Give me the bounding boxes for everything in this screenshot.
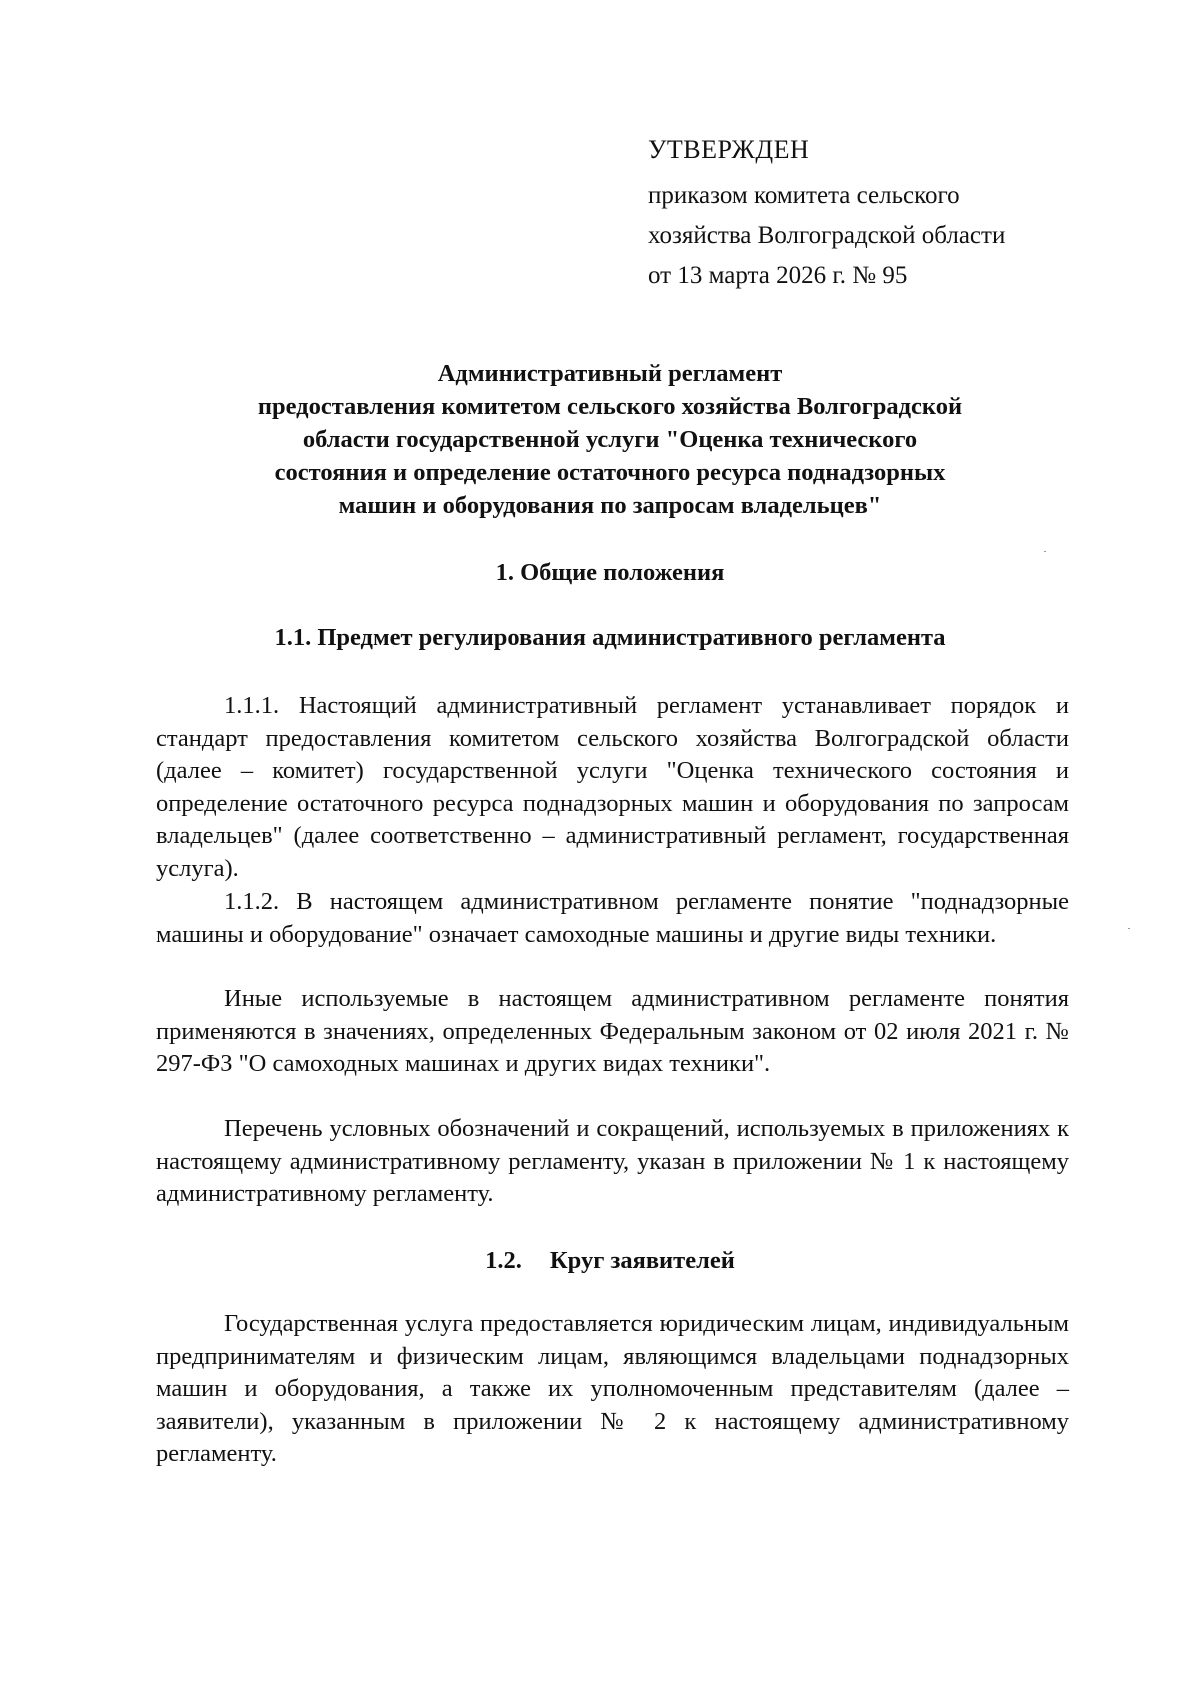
paragraph-applicants: Государственная услуга предоставляется юридическим лицам, индивидуальным предпринимателям и физическим лицам, являющимся владельцами поднадзорных машин и оборудования, а также их уполномоченным представителям (далее – заявители), указанным в приложении № 2 к настоящему административному регламенту. xyxy=(156,1310,1069,1467)
document-title-line-3: области государственной услуги "Оценка технического xyxy=(302,426,918,453)
document-title-line-1: Административный регламент xyxy=(437,360,783,387)
paragraph-1-1-2: 1.1.2. В настоящем административном регламенте понятие "поднадзорные машины и оборудование" означает самоходные машины и другие виды техники. xyxy=(156,888,1069,948)
approval-line-2: хозяйства Волгоградской области xyxy=(648,222,1006,249)
document-title-line-5: машин и оборудования по запросам владельцев" xyxy=(338,492,882,519)
subsection-heading-applicants xyxy=(160,1245,1060,1277)
approval-line-1: приказом комитета сельского xyxy=(648,182,960,209)
section-heading-general: 1. Общие положения xyxy=(495,559,725,586)
paragraph-1-1-1: 1.1.1. Настоящий административный регламент устанавливает порядок и стандарт предоставления комитетом сельского хозяйства Волгоградской области (далее – комитет) государственной услуги "Оценка технического состояния и определение остаточного ресурса поднадзорных машин и оборудования по запросам владельцев" (далее соответственно – административный регламент, государственная услуга). xyxy=(156,692,1069,882)
document-title-line-2: предоставления комитетом сельского хозяйства Волгоградской xyxy=(257,393,963,420)
approval-order-date: от 13 марта 2026 г. № 95 xyxy=(648,262,908,289)
paragraph-abbreviations: Перечень условных обозначений и сокращений, используемых в приложениях к настоящему административному регламенту, указан в приложении № 1 к настоящему административному регламенту. xyxy=(156,1115,1069,1207)
subsection-number: 1.2. xyxy=(485,1247,522,1274)
scan-speck xyxy=(1128,928,1130,929)
paragraph-other-terms: Иные используемые в настоящем административном регламенте понятия применяются в значениях, определенных Федеральным законом от 02 июля 2021 г. № 297-ФЗ "О самоходных машинах и других видах техники". xyxy=(156,985,1069,1077)
subsection-title: Круг заявителей xyxy=(549,1247,735,1274)
subsection-heading-subject: 1.1. Предмет регулирования административного регламента xyxy=(274,624,946,651)
document-title xyxy=(160,357,1060,522)
approval-title: УТВЕРЖДЕН xyxy=(648,135,810,164)
scan-speck xyxy=(1044,551,1046,552)
approval-stamp xyxy=(648,130,1005,296)
document-title-line-4: состояния и определение остаточного ресурса поднадзорных xyxy=(274,459,946,486)
